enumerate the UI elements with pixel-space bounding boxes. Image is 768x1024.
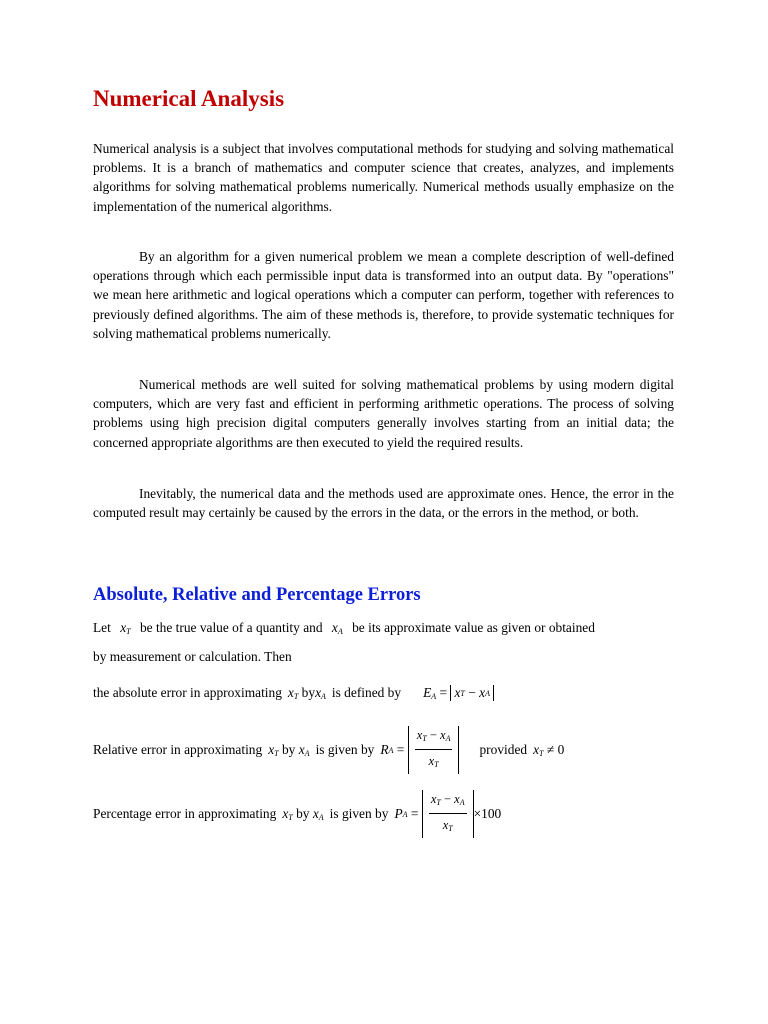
definition-line-1: Let $x_T$ be the true value of a quantity and $x_A$ be its approximate value as given or obtained	[93, 620, 595, 636]
absolute-error-definition: the absolute error in approximating $x_T$ by $x_A$ is defined by $E_A$ = x T − x A	[93, 685, 494, 701]
percentage-error-formula: P A = $\frac{x_T - x_A}{x_T}$ ×100	[394, 790, 501, 838]
page-title: Numerical Analysis	[93, 86, 285, 111]
paragraph-algorithm: By an algorithm for a given numerical problem we mean a complete description of well-defined operations through which each permissible input data is transformed into an output data. By "operations" we mean here arithmetic and logical operations which a computer can perform, together with references to previously defined algorithms. The aim of these methods is, therefore, to provide systematic techniques for solving mathematical problems numerically.	[93, 249, 674, 341]
paragraph-intro: Numerical analysis is a subject that involves computational methods for studying and solving mathematical problems. It is a branch of mathematics and computer science that creates, analyzes, and implements algorithms for solving mathematical problems numerically. Numerical methods usually emphasize on the implementation of the numerical algorithms.	[93, 141, 674, 214]
x-true-symbol: $x_T$	[120, 620, 131, 636]
relative-error-definition: Relative error in approximating $x_T$ by $x_A$ is given by R A = $\frac{x_T - x_A}{x_T}$ provided $x_T \ne 0$	[93, 726, 564, 774]
section-title: Absolute, Relative and Percentage Errors	[93, 585, 421, 605]
paragraph-digital-computers: Numerical methods are well suited for solving mathematical problems by using modern digital computers, which are very fast and efficient in performing arithmetic operations. The process of solving problems using high precision digital computers generally involves starting from an initial data; the concerned appropriate algorithms are then executed to yield the required results.	[93, 377, 674, 450]
definition-line-2: by measurement or calculation. Then	[93, 649, 292, 664]
percentage-error-definition: Percentage error in approximating $x_T$ by $x_A$ is given by P A = $\frac{x_T - x_A}{x_T}$ ×100	[93, 790, 501, 838]
paragraph-approximation: Inevitably, the numerical data and the methods used are approximate ones. Hence, the error in the computed result may certainly be caused by the errors in the data, or the errors in the method, or both.	[93, 486, 674, 521]
x-approx-symbol: $x_A$	[331, 620, 343, 636]
provided-condition: $x_T \ne 0$	[533, 742, 565, 758]
relative-error-formula: R A = $\frac{x_T - x_A}{x_T}$	[380, 726, 459, 774]
absolute-error-formula: $E_A$ = x T − x A	[423, 685, 494, 701]
